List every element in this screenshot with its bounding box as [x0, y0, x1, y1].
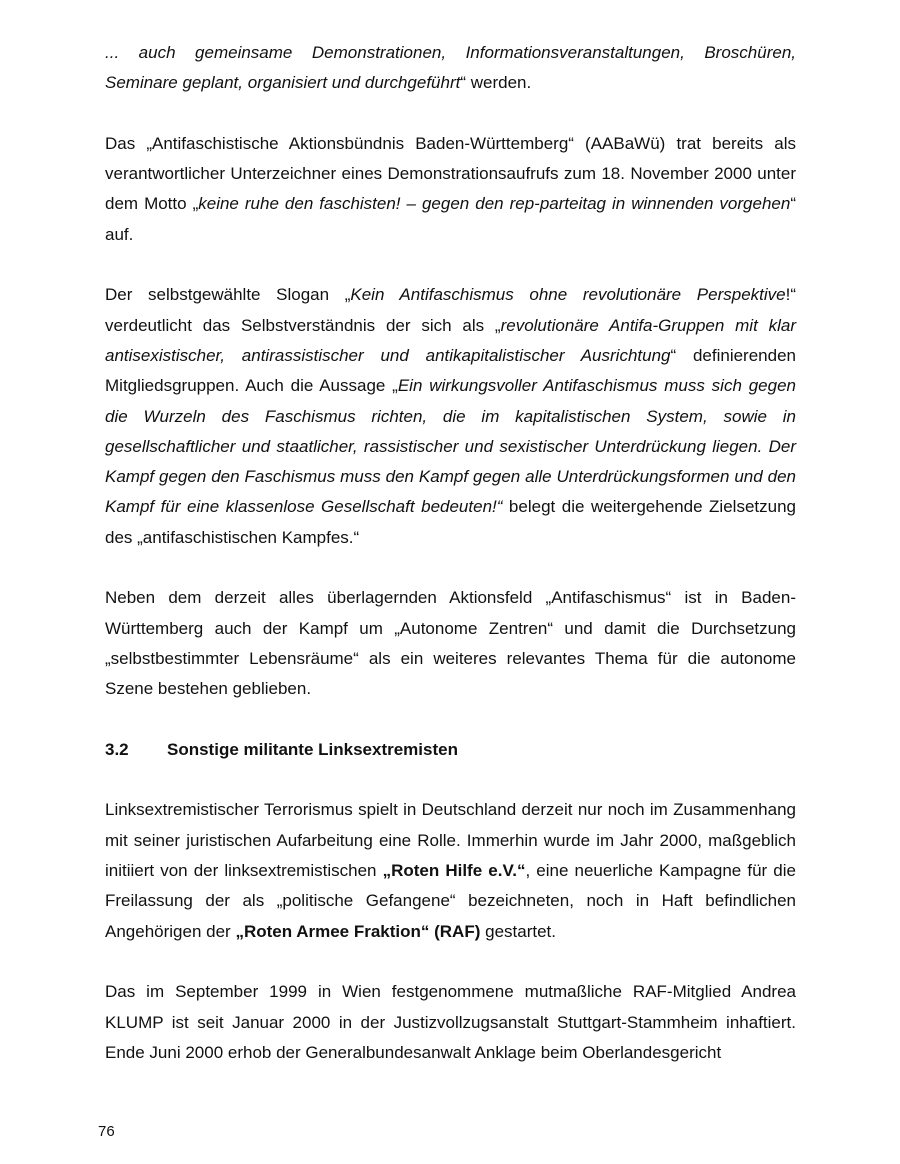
text-run: “ werden. — [460, 73, 532, 93]
text-run: Der selbstgewählte Slogan „ — [105, 285, 351, 305]
paragraph — [105, 129, 796, 250]
bold-term: „Roten Armee Fraktion“ (RAF) — [235, 921, 481, 941]
section-heading — [105, 735, 796, 765]
text-run: Linksextremistischer Terrorismus spielt in Deutschland derzeit nur noch im Zusammenhang mit seiner juristischen Aufarbeitung eine Rolle. Immerhin wurde im Jahr 2000, maßgeblich initiiert von der linksextremistischen — [105, 800, 796, 881]
paragraph — [105, 795, 796, 946]
paragraph — [105, 38, 796, 99]
paragraphs-before-section — [105, 38, 796, 705]
bold-term: „Roten Hilfe e.V.“ — [382, 861, 526, 881]
italic-quote: Ein wirkungsvoller Antifaschismus muss sich gegen die Wurzeln des Faschismus richten, die im kapitalistischen System, sowie in gesellschaftlicher und staatlicher, rassistischer und sexistischer Unterdrückung liegen. Der Kampf gegen den Faschismus muss den Kampf gegen alle Unterdrückungsformen und den Kampf für eine klassenlose Gesellschaft bedeuten!“ — [105, 376, 796, 517]
text-run: “ definierenden Mitgliedsgruppen. Auch die Aussage „ — [105, 345, 796, 396]
paragraph — [105, 977, 796, 1068]
text-run: belegt die weitergehende Zielsetzung des „antifaschistischen Kampfes.“ — [105, 497, 796, 547]
italic-quote: ... auch gemeinsame Demonstrationen, Informationsveranstaltungen, Broschüren, Seminare geplant, organisiert und durchgeführt — [105, 43, 796, 93]
text-run: !“ verdeutlicht das Selbstverständnis der sich als „ — [105, 285, 796, 335]
document-body — [105, 38, 796, 1068]
italic-quote: Kein Antifaschismus ohne revolutionäre Perspektive — [350, 285, 786, 305]
text-run: , eine neuerliche Kampagne für die Freilassung der als „politische Gefangene“ bezeichneten, noch in Haft befindlichen Angehörigen der — [105, 861, 796, 941]
paragraphs-after-section — [105, 795, 796, 1068]
text-run: gestartet. — [480, 921, 556, 941]
text-run: “ auf. — [105, 194, 796, 244]
section-number: 3.2 — [105, 739, 129, 759]
paragraph — [105, 583, 796, 704]
text-run: Neben dem derzeit alles überlagernden Aktionsfeld „Antifaschismus“ ist in Baden-Württemberg auch der Kampf um „Autonome Zentren“ und damit die Durchsetzung „selbstbestimmter Lebensräume“ als ein weiteres relevantes Thema für die autonome Szene bestehen geblieben. — [105, 588, 796, 699]
text-run: Das im September 1999 in Wien festgenommene mutmaßliche RAF-Mitglied Andrea KLUMP ist seit Januar 2000 in der Justizvollzugsanstalt Stuttgart-Stammheim inhaftiert. Ende Juni 2000 erhob der Generalbundesanwalt Anklage beim Oberlandesgericht — [105, 982, 796, 1062]
page-number: 76 — [98, 1123, 115, 1140]
paragraph — [105, 280, 796, 553]
italic-quote: keine ruhe den faschisten! – gegen den rep-parteitag in winnenden vorgehen — [198, 194, 791, 214]
text-run: Das „Antifaschistische Aktionsbündnis Baden-Württemberg“ (AABaWü) trat bereits als verantwortlicher Unterzeichner eines Demonstrationsaufrufs zum 18. November 2000 unter dem Motto „ — [105, 133, 796, 214]
italic-quote: revolutionäre Antifa-Gruppen mit klar antisexistischer, antirassistischer und antikapitalistischer Ausrichtung — [105, 315, 796, 365]
section-title: Sonstige militante Linksextremisten — [167, 739, 458, 759]
